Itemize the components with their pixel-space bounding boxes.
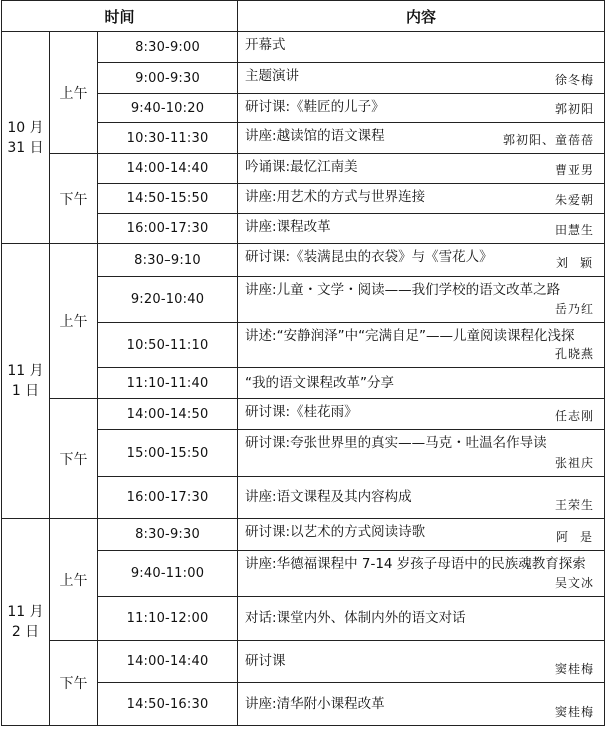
speaker-name: 朱爱朝 bbox=[555, 193, 595, 207]
content-cell bbox=[238, 597, 605, 641]
content-cell bbox=[238, 154, 605, 184]
period-label: 上午 bbox=[50, 32, 98, 154]
time-cell: 14:50-15:50 bbox=[98, 184, 238, 214]
session-title: 研讨课:《桂花雨》 bbox=[245, 404, 358, 420]
time-cell: 9:40-11:00 bbox=[98, 551, 238, 597]
session-title: 讲座:用艺术的方式与世界连接 bbox=[245, 189, 426, 205]
time-cell: 10:30-11:30 bbox=[98, 123, 238, 154]
speaker-name: 窦桂梅 bbox=[555, 662, 595, 676]
day-cell bbox=[2, 519, 50, 726]
speaker-name: 郭初阳、童蓓蓓 bbox=[503, 133, 595, 147]
period-label: 上午 bbox=[50, 244, 98, 399]
period-label: 下午 bbox=[50, 641, 98, 726]
time-cell: 15:00-15:50 bbox=[98, 430, 238, 477]
content-cell bbox=[238, 477, 605, 519]
speaker-name: 窦桂梅 bbox=[555, 705, 595, 719]
speaker-name: 阿是 bbox=[556, 530, 605, 544]
header-time: 时间 bbox=[2, 1, 238, 32]
speaker-name: 徐冬梅 bbox=[555, 73, 595, 87]
time-cell: 11:10-11:40 bbox=[98, 368, 238, 399]
content-cell bbox=[238, 683, 605, 726]
day-month: 11 月 bbox=[7, 604, 44, 620]
day-month: 10 月 bbox=[7, 119, 44, 136]
day-month: 11 月 bbox=[7, 363, 44, 379]
speaker-name: 郭初阳 bbox=[555, 102, 595, 116]
table-row bbox=[2, 244, 605, 277]
session-title: 对话:课堂内外、体制内外的语文对话 bbox=[245, 610, 466, 626]
table-row bbox=[2, 519, 605, 551]
content-cell bbox=[238, 244, 605, 277]
content-cell bbox=[238, 214, 605, 244]
day-cell bbox=[2, 32, 50, 244]
day-cell bbox=[2, 244, 50, 519]
content-cell bbox=[238, 368, 605, 399]
speaker-name: 岳乃红 bbox=[555, 302, 595, 316]
content-cell bbox=[238, 277, 605, 323]
content-cell bbox=[238, 519, 605, 551]
speaker-name: 王荣生 bbox=[555, 498, 595, 512]
speaker-name: 田慧生 bbox=[555, 223, 595, 237]
day-date: 1 日 bbox=[11, 383, 40, 399]
session-title: 吟诵课:最忆江南美 bbox=[245, 159, 358, 175]
time-cell: 9:20-10:40 bbox=[98, 277, 238, 323]
session-title: 讲座:越读馆的语文课程 bbox=[245, 128, 385, 144]
speaker-name: 张祖庆 bbox=[555, 456, 595, 470]
time-cell: 8:30-9:30 bbox=[98, 519, 238, 551]
session-title: 研讨课:夸张世界里的真实——马克・吐温名作导读 bbox=[245, 435, 547, 451]
period-label: 下午 bbox=[50, 399, 98, 519]
period-label: 上午 bbox=[50, 519, 98, 641]
session-title: “我的语文课程改革”分享 bbox=[245, 374, 395, 391]
header-content: 内容 bbox=[238, 1, 605, 32]
session-title: 研讨课 bbox=[245, 653, 286, 669]
session-title: 讲座:儿童・文学・阅读——我们学校的语文改革之路 bbox=[245, 282, 561, 298]
time-cell: 8:30–9:10 bbox=[98, 244, 238, 277]
time-cell: 16:00-17:30 bbox=[98, 477, 238, 519]
content-cell bbox=[238, 551, 605, 597]
table-row bbox=[2, 641, 605, 683]
content-cell bbox=[238, 123, 605, 154]
time-cell: 10:50-11:10 bbox=[98, 323, 238, 368]
time-cell: 14:50-16:30 bbox=[98, 683, 238, 726]
session-title: 开幕式 bbox=[245, 37, 286, 53]
session-title: 讲座:语文课程及其内容构成 bbox=[245, 489, 412, 505]
speaker-name: 刘颖 bbox=[556, 256, 605, 270]
session-title: 讲座:华德福课程中 7-14 岁孩子母语中的民族魂教育探索 bbox=[245, 556, 586, 572]
time-cell: 14:00-14:40 bbox=[98, 641, 238, 683]
content-cell bbox=[238, 323, 605, 368]
speaker-name: 吴文冰 bbox=[555, 576, 595, 590]
content-cell bbox=[238, 94, 605, 123]
table-row bbox=[2, 32, 605, 63]
header-row bbox=[2, 1, 605, 32]
speaker-name: 曹亚男 bbox=[555, 163, 595, 177]
table-row bbox=[2, 399, 605, 430]
content-cell bbox=[238, 184, 605, 214]
time-cell: 9:00-9:30 bbox=[98, 63, 238, 94]
content-cell bbox=[238, 399, 605, 430]
session-title: 研讨课:《装满昆虫的衣袋》与《雪花人》 bbox=[245, 249, 493, 265]
time-cell: 16:00-17:30 bbox=[98, 214, 238, 244]
session-title: 讲述:“安静润泽”中“完满自足”——儿童阅读课程化浅探 bbox=[245, 328, 575, 344]
period-label: 下午 bbox=[50, 154, 98, 244]
content-cell bbox=[238, 430, 605, 477]
time-cell: 11:10-12:00 bbox=[98, 597, 238, 641]
time-cell: 8:30-9:00 bbox=[98, 32, 238, 63]
time-cell: 14:00-14:40 bbox=[98, 154, 238, 184]
content-cell bbox=[238, 641, 605, 683]
speaker-name: 任志刚 bbox=[555, 409, 595, 423]
session-title: 主题演讲 bbox=[245, 68, 300, 84]
speaker-name: 孔晓燕 bbox=[555, 347, 595, 361]
day-date: 31 日 bbox=[7, 139, 44, 156]
session-title: 研讨课:《鞋匠的儿子》 bbox=[245, 99, 385, 115]
time-cell: 9:40-10:20 bbox=[98, 94, 238, 123]
schedule-table bbox=[1, 0, 605, 726]
day-date: 2 日 bbox=[11, 624, 40, 640]
table-row bbox=[2, 154, 605, 184]
content-cell bbox=[238, 63, 605, 94]
time-cell: 14:00-14:50 bbox=[98, 399, 238, 430]
session-title: 讲座:清华附小课程改革 bbox=[245, 695, 385, 712]
session-title: 研讨课:以艺术的方式阅读诗歌 bbox=[245, 524, 426, 540]
session-title: 讲座:课程改革 bbox=[245, 219, 331, 235]
content-cell bbox=[238, 32, 605, 63]
